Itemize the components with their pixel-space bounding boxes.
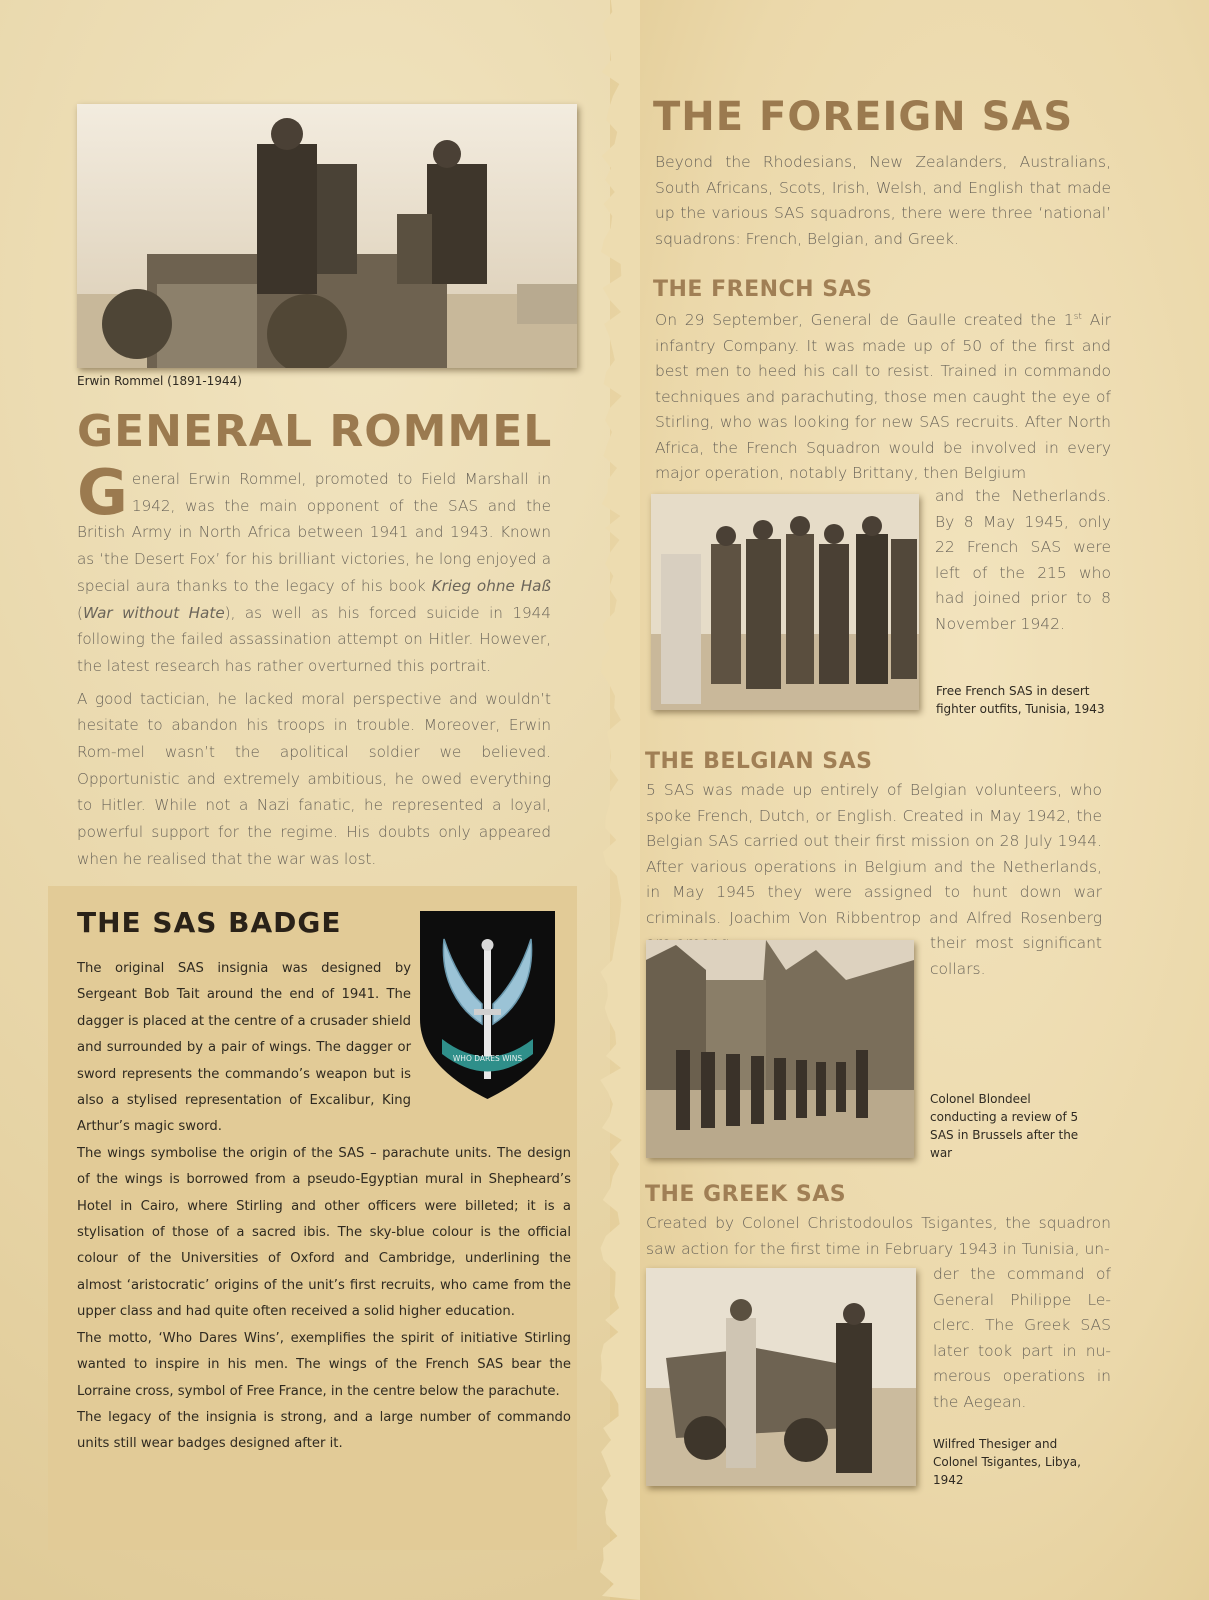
greek-sas-title: THE GREEK SAS [645,1182,847,1207]
book-title-german: Krieg ohne Haß [431,576,551,595]
french-sas-photo [651,494,919,710]
french-text-b: Air infantry Company. It was made up of 50 of the first and best men to heed his call to resist. Trained in commando techniques and parachuting, those men caught the eye of Stirling, who was looking for new SAS recruits. After North Africa, the French Squadron would be involved in every major operation, notably Brittany, then Belgium [655,311,1111,483]
belgian-sas-photo [646,940,914,1158]
badge-p3: The motto, ‘Who Dares Wins’, exemplifies the spirit of initiative Stirling wanted to inspire in his men. The wings of the French SAS bear the Lorraine cross, symbol of Free France, in the centre below the parachute. [77,1330,571,1399]
rommel-p1-text: eneral Erwin Rommel, promoted to Field Marshall in 1942, was the main opponent of the SAS and the British Army in North Africa between 1941 and 1943. Known as ‘the Desert Fox’ for his brilliant victories, he long enjoyed a special aura thanks to the legacy of his book [77,470,551,595]
rommel-photo-caption: Erwin Rommel (1891-1944) [77,374,242,388]
rommel-p1-end: ), as well as his forced suicide in 1944 following the failed assassination attempt on Hitler. However, the latest research has rather overturned this portrait. [77,603,552,675]
badge-p2: The wings symbolise the origin of the SAS – parachute units. The design of the wings is borrowed from a pseudo-Egyptian mural in Shepheard’s Hotel in Cairo, where Stirling and other officers were billeted; it is a stylisation of those of a sacred ibis. The sky-blue colour is the official colour of the Universities of Oxford and Cambridge, underlining the almost ‘aristocratic’ origins of the unit’s first recruits, who came from the upper class and had quite often received a solid higher education. [77,1145,571,1320]
foreign-sas-intro: Beyond the Rhodesians, New Zealanders, Australians, South Africans, Scots, Irish, Welsh, and English that made up the various SAS squadrons, there were three ‘national’ squadrons: French, Belgian, and Greek. [655,153,1111,248]
french-text-a: On 29 September, General de Gaulle created the 1 [655,311,1074,330]
belgian-sas-title: THE BELGIAN SAS [645,749,873,774]
french-sas-text [655,305,1111,487]
greek-sas-photo [646,1268,916,1486]
torn-paper-edge [590,0,640,1600]
french-sas-title: THE FRENCH SAS [653,277,873,302]
dropcap-letter: G [77,456,128,529]
rommel-body [77,456,552,873]
rommel-title: GENERAL ROMMEL [77,406,553,457]
rommel-p1-paren: ( [77,603,83,622]
belgian-sas-caption: Colonel Blondeel conducting a review of 5 SAS in Brussels after the war [930,1092,1079,1160]
badge-motto: WHO DARES WINS [452,1054,523,1063]
belgian-sas-wrap-text: their most significant collars. [930,934,1102,978]
rommel-paragraph-1 [77,456,552,680]
book-title-english: War without Hate [82,603,225,622]
badge-p1: The original SAS insignia was designed by Sergeant Bob Tait around the end of 1941. The dagger is placed at the centre of a crusader shield and surrounded by a pair of wings. The dagger or sword represents the commando’s weapon but is also a stylised representation of Excalibur, King Arthur’s magic sword. [77,961,411,1135]
greek-sas-text: Created by Colonel Christodoulos Tsigantes, the squadron saw action for the first time in February 1943 in Tunisia, un- [646,1214,1111,1258]
sas-badge-title: THE SAS BADGE [77,906,342,939]
greek-sas-wrap-text: der the command of General Philippe Le-clerc. The Greek SAS later took part in nu-merous operations in the Aegean. [933,1265,1111,1411]
rommel-paragraph-2: A good tactician, he lacked moral perspective and wouldn’t hesitate to abandon his troops in trouble. Moreover, Erwin Rom-mel wasn’t the apolitical soldier we believed. Opportunistic and extremely ambitious, he owed everything to Hitler. While not a Nazi fanatic, he represented a loyal, powerful support for the regime. His doubts only appeared when he realised that the war was lost. [77,689,551,868]
badge-text-flow [77,956,571,1458]
belgian-sas-text: 5 SAS was made up entirely of Belgian volunteers, who spoke French, Dutch, or English. Created in May 1942, the Belgian SAS carried out their first mission on 28 July 1944. After various operations in Belgium and the Netherlands, in May 1945 they were assigned to hunt down war criminals. Joachim Von Ribbentrop and Alfred Rosenberg [646,781,1102,927]
badge-wrap-spacer [411,956,571,1122]
french-sas-wrap-text: and the Netherlands. By 8 May 1945, only 22 French SAS were left of the 215 who had joined prior to 8 November 1942. [935,487,1111,633]
rommel-photo [77,104,577,368]
foreign-sas-title: THE FOREIGN SAS [653,94,1074,140]
badge-p4: The legacy of the insignia is strong, and a large number of commando units still wear badges designed after it. [77,1409,571,1452]
greek-sas-caption: Wilfred Thesiger and Colonel Tsigantes, Libya, 1942 [933,1437,1081,1487]
french-ordinal-sup: st [1073,312,1082,322]
french-sas-caption: Free French SAS in desert fighter outfits, Tunisia, 1943 [936,684,1105,716]
